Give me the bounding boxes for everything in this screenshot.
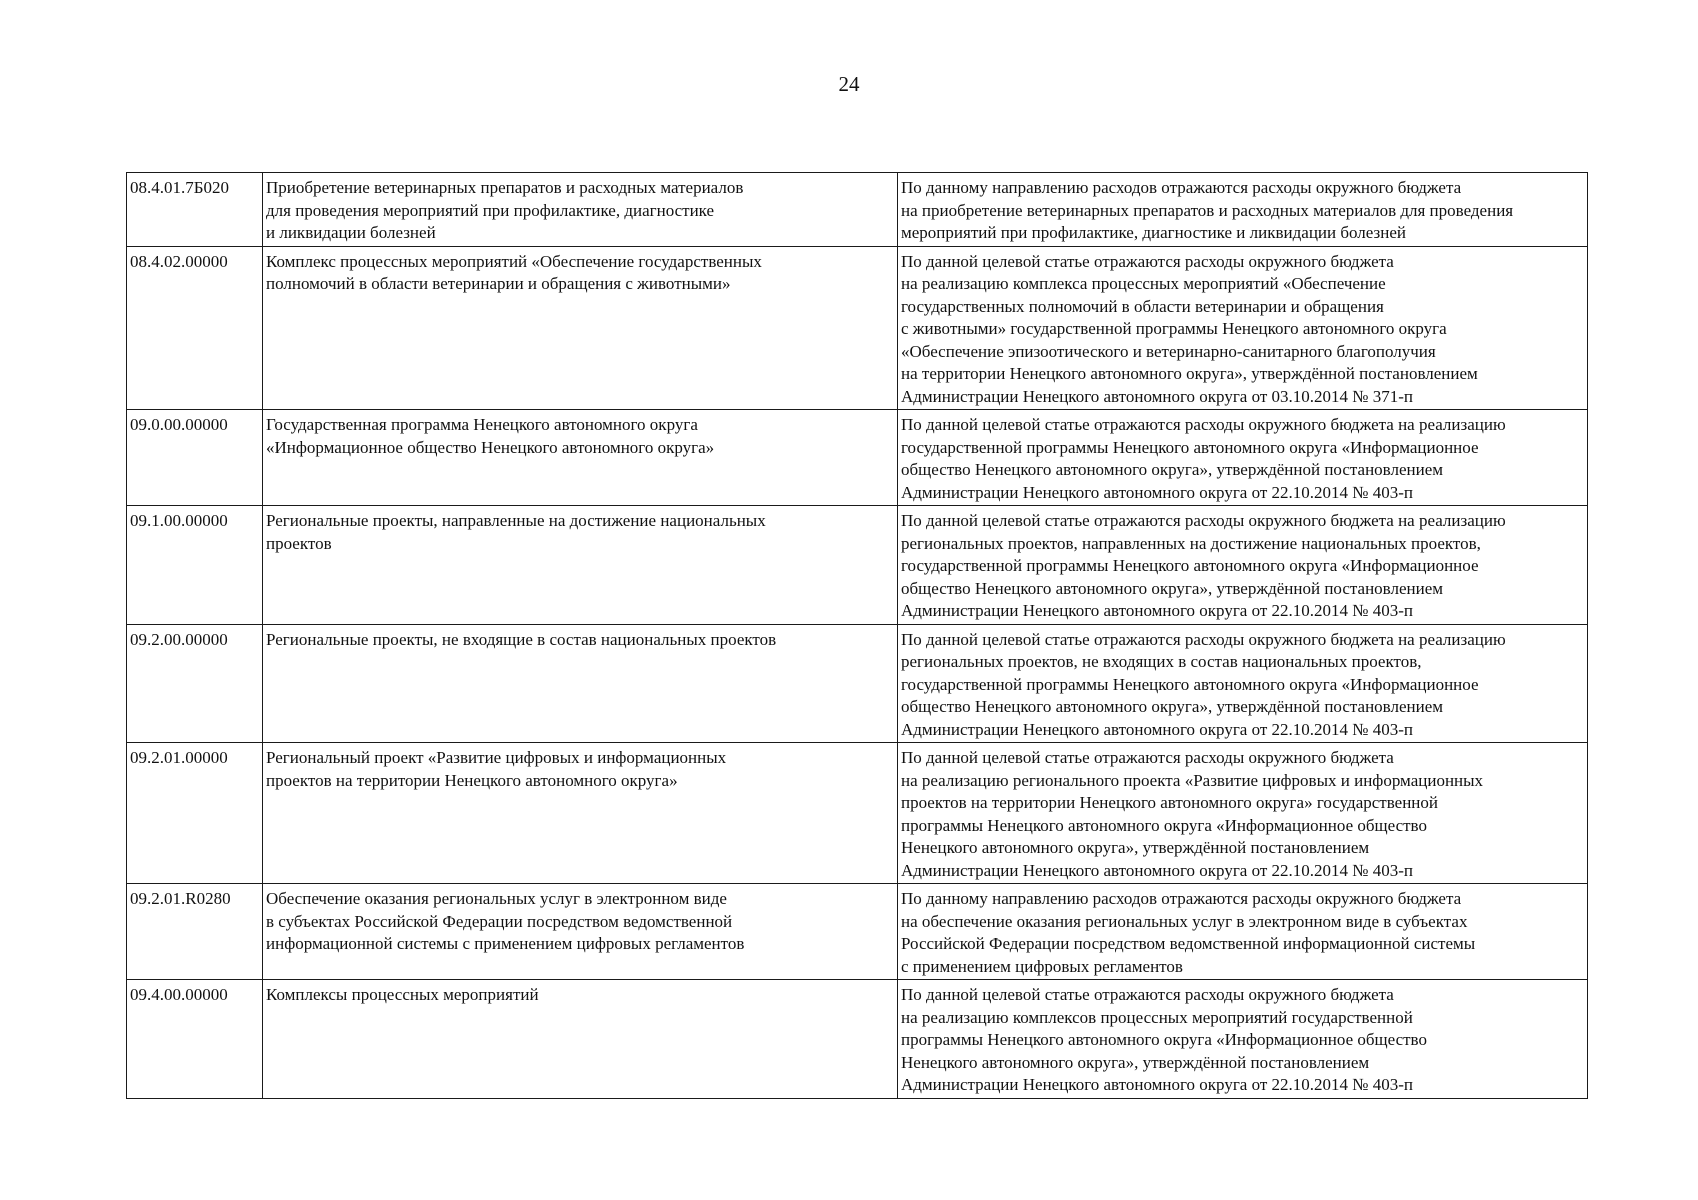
description-line: По данному направлению расходов отражаются расходы окружного бюджета: [901, 889, 1462, 908]
name-line: Приобретение ветеринарных препаратов и расходных материалов: [266, 178, 744, 197]
target-article-name: [263, 743, 898, 884]
description-line: государственных полномочий в области ветеринарии и обращения: [901, 296, 1384, 316]
description-line: на обеспечение оказания региональных услуг в электронном виде в субъектах: [901, 911, 1468, 931]
name-line: Комплексы процессных мероприятий: [266, 985, 539, 1004]
target-article-name: [263, 980, 898, 1099]
description-line: Российской Федерации посредством ведомственной информационной системы: [901, 934, 1476, 953]
name-line: проектов на территории Ненецкого автономного округа»: [266, 770, 678, 790]
target-article-name: [263, 246, 898, 410]
description-line: Администрации Ненецкого автономного округа от 22.10.2014 № 403-п: [901, 1075, 1414, 1094]
description-line: По данной целевой статье отражаются расходы окружного бюджета на реализацию: [901, 415, 1506, 434]
target-article-name: [263, 506, 898, 625]
description-line: на реализацию комплекса процессных мероприятий «Обеспечение: [901, 274, 1386, 293]
target-article-code: 09.1.00.00000: [127, 506, 263, 625]
budget-classification-table: [126, 172, 1588, 1099]
description-line: По данной целевой статье отражаются расходы окружного бюджета: [901, 748, 1394, 767]
target-article-description: [898, 246, 1588, 410]
name-line: проектов: [266, 533, 332, 553]
description-line: с применением цифровых регламентов: [901, 956, 1183, 976]
target-article-code: 09.0.00.00000: [127, 410, 263, 506]
target-article-description: [898, 743, 1588, 884]
target-article-description: [898, 980, 1588, 1099]
name-line: Региональный проект «Развитие цифровых и информационных: [266, 748, 727, 767]
description-line: мероприятий при профилактике, диагностике и ликвидации болезней: [901, 223, 1406, 242]
target-article-code: 09.4.00.00000: [127, 980, 263, 1099]
name-line: и ликвидации болезней: [266, 223, 436, 242]
description-line: государственной программы Ненецкого автономного округа «Информационное: [901, 674, 1479, 694]
page-number: 24: [838, 72, 860, 96]
table-row: [127, 743, 1588, 884]
description-line: на реализацию комплексов процессных мероприятий государственной: [901, 1007, 1413, 1027]
name-line: в субъектах Российской Федерации посредством ведомственной: [266, 911, 733, 931]
name-line: Государственная программа Ненецкого автономного округа: [266, 415, 698, 434]
description-line: государственной программы Ненецкого автономного округа «Информационное: [901, 556, 1479, 575]
table-row: [127, 980, 1588, 1099]
name-line: «Информационное общество Ненецкого автономного округа»: [266, 437, 715, 457]
description-line: Ненецкого автономного округа», утверждённой постановлением: [901, 838, 1370, 857]
table-row: [127, 884, 1588, 980]
description-line: По данной целевой статье отражаются расходы окружного бюджета: [901, 985, 1394, 1004]
target-article-name: [263, 884, 898, 980]
table-row: [127, 410, 1588, 506]
target-article-code: 08.4.02.00000: [127, 246, 263, 410]
target-article-code: 09.2.00.00000: [127, 624, 263, 743]
description-line: «Обеспечение эпизоотического и ветеринарно-санитарного благополучия: [901, 341, 1436, 361]
target-article-code: 09.2.01.00000: [127, 743, 263, 884]
name-line: полномочий в области ветеринарии и обращения с животными»: [266, 274, 731, 293]
description-line: Администрации Ненецкого автономного округа от 03.10.2014 № 371-п: [901, 386, 1414, 406]
target-article-description: [898, 624, 1588, 743]
description-line: программы Ненецкого автономного округа «Информационное общество: [901, 1030, 1427, 1049]
name-line: Региональные проекты, не входящие в состав национальных проектов: [266, 629, 777, 649]
description-line: государственной программы Ненецкого автономного округа «Информационное: [901, 437, 1479, 457]
target-article-description: [898, 173, 1588, 247]
target-article-name: [263, 173, 898, 247]
target-article-code: 09.2.01.R0280: [127, 884, 263, 980]
table-row: [127, 624, 1588, 743]
description-line: на реализацию регионального проекта «Развитие цифровых и информационных: [901, 770, 1484, 790]
description-line: Ненецкого автономного округа», утверждённой постановлением: [901, 1052, 1370, 1072]
description-line: проектов на территории Ненецкого автономного округа» государственной: [901, 793, 1438, 812]
table-row: [127, 246, 1588, 410]
target-article-description: [898, 884, 1588, 980]
target-article-description: [898, 410, 1588, 506]
description-line: Администрации Ненецкого автономного округа от 22.10.2014 № 403-п: [901, 482, 1414, 502]
target-article-name: [263, 410, 898, 506]
description-line: общество Ненецкого автономного округа», утверждённой постановлением: [901, 578, 1443, 598]
description-line: По данной целевой статье отражаются расходы окружного бюджета на реализацию: [901, 511, 1506, 530]
name-line: Обеспечение оказания региональных услуг в электронном виде: [266, 889, 727, 908]
description-line: По данному направлению расходов отражаются расходы окружного бюджета: [901, 178, 1462, 197]
table-body: [127, 173, 1588, 1099]
description-line: региональных проектов, не входящих в состав национальных проектов,: [901, 652, 1422, 671]
table-row: [127, 506, 1588, 625]
description-line: на территории Ненецкого автономного округа», утверждённой постановлением: [901, 364, 1478, 383]
name-line: информационной системы с применением цифровых регламентов: [266, 934, 745, 953]
description-line: Администрации Ненецкого автономного округа от 22.10.2014 № 403-п: [901, 719, 1414, 739]
name-line: Комплекс процессных мероприятий «Обеспечение государственных: [266, 251, 762, 271]
description-line: с животными» государственной программы Ненецкого автономного округа: [901, 319, 1447, 338]
description-line: региональных проектов, направленных на достижение национальных проектов,: [901, 533, 1481, 553]
description-line: на приобретение ветеринарных препаратов и расходных материалов для проведения: [901, 200, 1514, 220]
target-article-description: [898, 506, 1588, 625]
name-line: Региональные проекты, направленные на достижение национальных: [266, 511, 766, 530]
description-line: По данной целевой статье отражаются расходы окружного бюджета на реализацию: [901, 629, 1506, 649]
description-line: программы Ненецкого автономного округа «Информационное общество: [901, 815, 1427, 835]
target-article-code: 08.4.01.7Б020: [127, 173, 263, 247]
description-line: общество Ненецкого автономного округа», утверждённой постановлением: [901, 697, 1443, 716]
description-line: Администрации Ненецкого автономного округа от 22.10.2014 № 403-п: [901, 860, 1414, 880]
description-line: общество Ненецкого автономного округа», утверждённой постановлением: [901, 460, 1443, 479]
name-line: для проведения мероприятий при профилактике, диагностике: [266, 200, 715, 220]
description-line: По данной целевой статье отражаются расходы окружного бюджета: [901, 251, 1394, 271]
target-article-name: [263, 624, 898, 743]
table-row: [127, 173, 1588, 247]
description-line: Администрации Ненецкого автономного округа от 22.10.2014 № 403-п: [901, 601, 1414, 620]
